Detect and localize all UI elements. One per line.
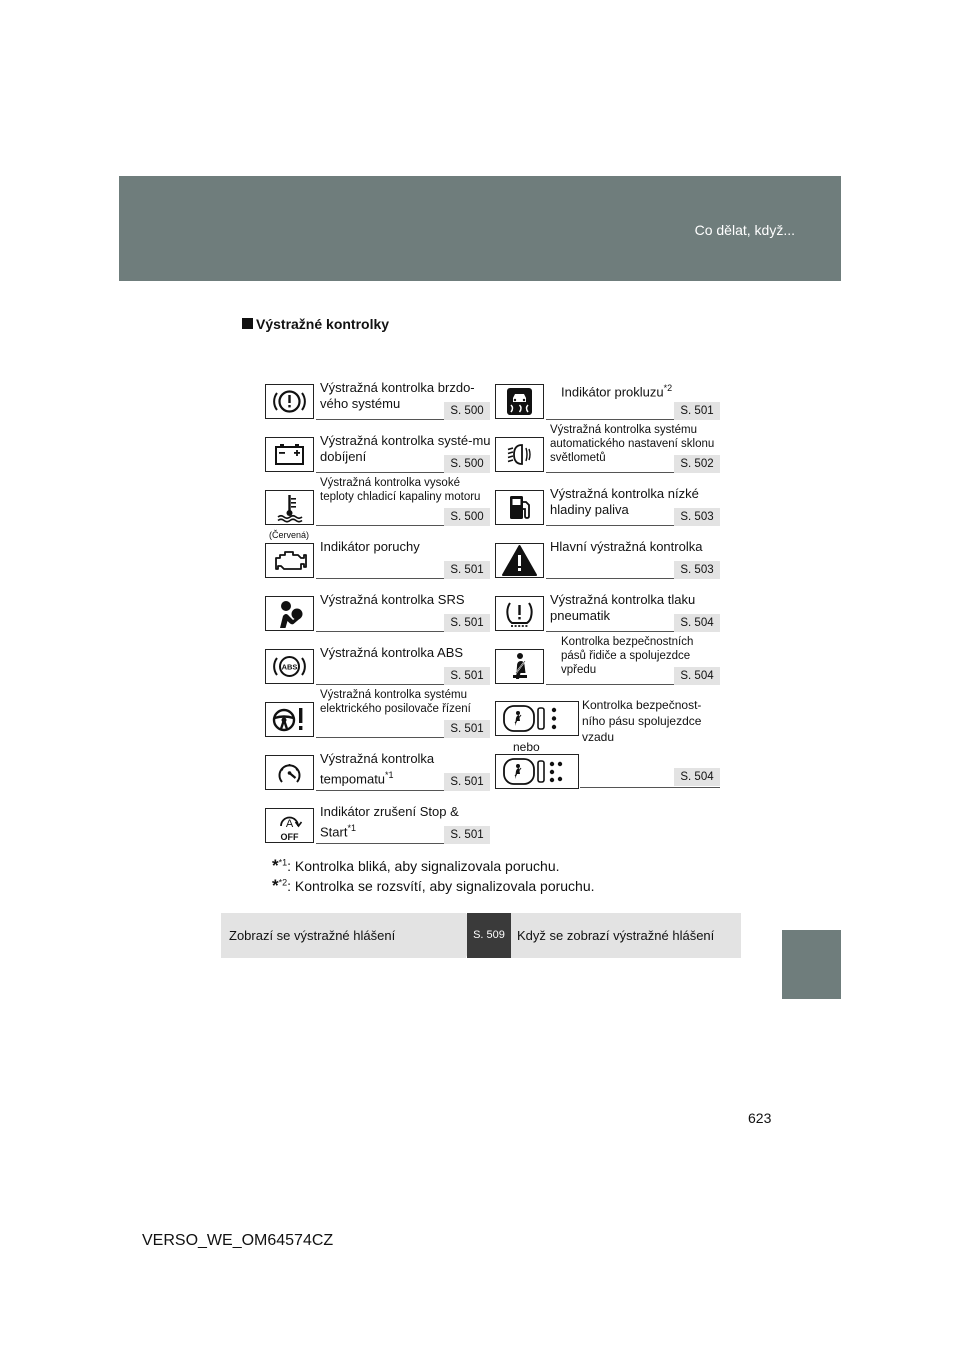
tire-pressure-icon [496, 597, 543, 630]
entry-coolant [265, 477, 490, 532]
rear-seatbelt-label: Kontrolka bezpečnost-ního pásu spolujezdce vzadu [582, 698, 702, 744]
entry-label: Hlavní výstražná kontrolka [550, 539, 703, 554]
fuel-icon [496, 491, 543, 524]
page-ref[interactable]: S. 501 [444, 614, 490, 632]
entry-tire-pressure [495, 590, 720, 638]
headlight-leveling-icon [496, 438, 543, 471]
entry-seatbelt-front [495, 636, 720, 691]
entry-label: Kontrolka bezpečnostních pásů řidiče a spolujezdce vpředu [561, 636, 694, 676]
entry-battery [265, 431, 490, 479]
srs-airbag-icon [266, 597, 313, 630]
entry-slip [495, 378, 720, 426]
rear-seatbelt-indicator-a [495, 701, 579, 736]
master-warning-icon [496, 544, 543, 577]
entry-headlight-leveling [495, 424, 720, 479]
banner-right-text: Když se zobrazí výstražné hlášení [517, 928, 715, 943]
entry-master-warning [495, 537, 720, 585]
page-ref[interactable]: S. 500 [444, 455, 490, 473]
page-ref[interactable]: S. 504 [674, 768, 720, 786]
page-header [119, 176, 841, 281]
entry-label: Indikátor prokluzu$^{*2}$ [561, 383, 673, 400]
entry-label: Výstražná kontrolka systému elektrického posilovače řízení [320, 689, 471, 715]
entry-label: Výstražná kontrolka vysoké teploty chladicí kapaliny motoru [320, 477, 481, 503]
page-ref[interactable]: S. 501 [444, 561, 490, 579]
footnote-1: *$^{*1}$: Kontrolka bliká, aby signalizovala poruchu. [272, 856, 560, 875]
entry-label: Výstražná kontrolka systému automatického nastavení sklonu světlometů [550, 424, 715, 464]
page-ref[interactable]: S. 501 [674, 402, 720, 420]
entry-abs [265, 643, 490, 691]
document-id: VERSO_WE_OM64574CZ [142, 1232, 334, 1249]
or-label: nebo [513, 740, 540, 754]
rear-seatbelt-icon [496, 702, 578, 735]
page-number: 623 [748, 1110, 772, 1126]
page-ref[interactable]: S. 504 [674, 614, 720, 632]
page-ref[interactable]: S. 503 [674, 508, 720, 526]
page-ref[interactable]: S. 501 [444, 720, 490, 738]
page-ref[interactable]: S. 501 [444, 667, 490, 685]
red-note: (Červená) [269, 530, 310, 540]
engine-malfunction-icon [266, 544, 313, 577]
page-ref[interactable]: S. 500 [444, 402, 490, 420]
entry-srs [265, 590, 490, 638]
header-title: Co dělat, když... [694, 222, 795, 238]
page-ref[interactable]: S. 501 [444, 826, 490, 844]
battery-charge-icon [266, 438, 313, 471]
entry-label: Výstražná kontrolka systé-mu dobíjení [320, 433, 491, 464]
entry-power-steering [265, 689, 490, 744]
cruise-control-icon [266, 756, 313, 789]
page-ref[interactable]: S. 500 [444, 508, 490, 526]
power-steering-icon [266, 703, 313, 736]
entry-cruise [265, 749, 490, 797]
page-ref[interactable]: S. 502 [674, 455, 720, 473]
entry-label: Indikátor zrušení Stop & Start$^{*1}$ [320, 804, 459, 840]
rear-seatbelt-indicator-b [495, 754, 579, 789]
rear-seatbelt-icon [496, 755, 578, 788]
seatbelt-icon [496, 650, 543, 683]
entry-label: Výstražná kontrolka nízké hladiny paliva [550, 486, 699, 517]
entry-malfunction [265, 537, 490, 585]
footnote-2: *$^{*2}$: Kontrolka se rozsvítí, aby signalizovala poruchu. [272, 876, 595, 895]
page-ref[interactable]: S. 501 [444, 773, 490, 791]
entry-label: Indikátor poruchy [320, 539, 420, 554]
page-ref[interactable]: S. 504 [674, 667, 720, 685]
slip-indicator-icon [496, 385, 543, 418]
coolant-temperature-icon [266, 491, 313, 524]
entry-label: Výstražná kontrolka tempomatu$^{*1}$ [320, 751, 435, 787]
banner-page-ref[interactable]: S. 509 [467, 913, 511, 958]
svg-text:A: A [285, 818, 294, 830]
entry-label: Výstražná kontrolka brzdo-vého systému [320, 380, 475, 411]
chapter-tab [782, 930, 841, 999]
entry-label: Výstražná kontrolka ABS [320, 645, 464, 660]
entry-fuel [495, 484, 720, 532]
svg-text:ABS: ABS [281, 662, 298, 672]
entry-brake-warning [265, 378, 490, 426]
message-banner [221, 913, 741, 958]
svg-text:OFF: OFF [280, 832, 299, 842]
brake-warning-icon [266, 385, 313, 418]
banner-left-text: Zobrazí se výstražné hlášení [229, 928, 396, 943]
stop-start-off-icon [266, 809, 313, 842]
entry-stop-start [265, 802, 490, 850]
entry-label: Výstražná kontrolka tlaku pneumatik [550, 592, 696, 623]
page-ref[interactable]: S. 503 [674, 561, 720, 579]
section-title: Výstražné kontrolky [242, 316, 389, 332]
entry-label: Výstražná kontrolka SRS [320, 592, 465, 607]
abs-icon [266, 650, 313, 683]
